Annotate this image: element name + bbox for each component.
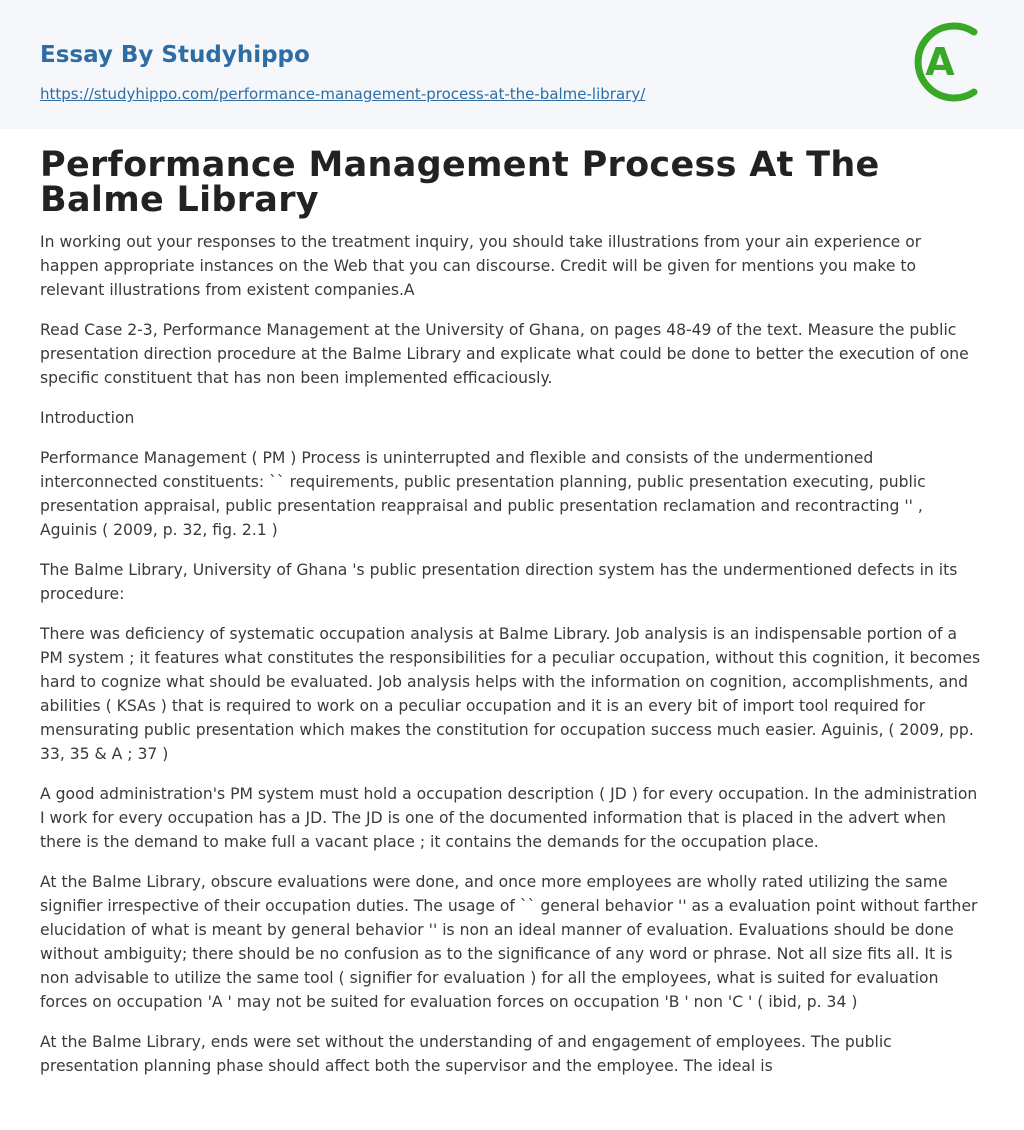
site-header	[0, 0, 1024, 129]
section-heading-introduction: Introduction	[40, 409, 135, 427]
paragraph: There was deficiency of systematic occupation analysis at Balme Library. Job analysis is an indispensable portion of a PM system ; it features what constitutes the responsibilities for a peculiar occupation, without this cognition, it becomes hard to cognize what should be evaluated. Job analysis helps with the information on cognition, accomplishments, and abilities ( KSAs ) that is required to work on a peculiar occupation and it is an every bit of import tool required for mensurating public presentation which makes the constitution for occupation success much easier. Aguinis, ( 2009, pp. 33, 35 & A ; 37 )	[40, 625, 981, 763]
studyhippo-logo-icon[interactable]	[912, 19, 986, 105]
paragraph: In working out your responses to the treatment inquiry, you should take illustrations from your ain experience or happen appropriate instances on the Web that you can discourse. Credit will be given for mentions you make to relevant illustrations from existent companies.A	[40, 233, 922, 299]
essay-url-link[interactable]: https://studyhippo.com/performance-management-process-at-the-balme-library/	[40, 85, 646, 103]
essay-title: Performance Management Process At The Balme Library	[40, 145, 880, 220]
essay-body	[0, 145, 1024, 1078]
paragraph: Performance Management ( PM ) Process is uninterrupted and flexible and consists of the undermentioned interconnected constituents: `` requirements, public presentation planning, public presentation executing, public presentation appraisal, public presentation reappraisal and public presentation reclamation and recontracting '' , Aguinis ( 2009, p. 32, fig. 2.1 )	[40, 449, 926, 539]
site-brand: Essay By Studyhippo	[40, 42, 310, 68]
paragraph: Read Case 2-3, Performance Management at the University of Ghana, on pages 48-49 of the text. Measure the public presentation direction procedure at the Balme Library and explicate what could be done to better the execution of one specific constituent that has non been implemented efficaciously.	[40, 321, 969, 387]
logo-letter: A	[925, 40, 955, 84]
paragraph: A good administration's PM system must hold a occupation description ( JD ) for every occupation. In the administration I work for every occupation has a JD. The JD is one of the documented information that is placed in the advert when there is the demand to make full a vacant place ; it contains the demands for the occupation place.	[40, 785, 978, 851]
paragraph: At the Balme Library, ends were set without the understanding of and engagement of employees. The public presentation planning phase should affect both the supervisor and the employee. The ideal is	[40, 1033, 892, 1075]
paragraph: At the Balme Library, obscure evaluations were done, and once more employees are wholly rated utilizing the same signifier irrespective of their occupation duties. The usage of `` general behavior '' as a evaluation point without farther elucidation of what is meant by general behavior '' is non an ideal manner of evaluation. Evaluations should be done without ambiguity; there should be no confusion as to the significance of any word or phrase. Not all size fits all. It is non advisable to utilize the same tool ( signifier for evaluation ) for all the employees, what is suited for evaluation forces on occupation 'A ' may not be suited for evaluation forces on occupation 'B ' non 'C ' ( ibid, p. 34 )	[40, 873, 978, 1011]
paragraph: The Balme Library, University of Ghana 's public presentation direction system has the undermentioned defects in its procedure:	[40, 561, 958, 603]
